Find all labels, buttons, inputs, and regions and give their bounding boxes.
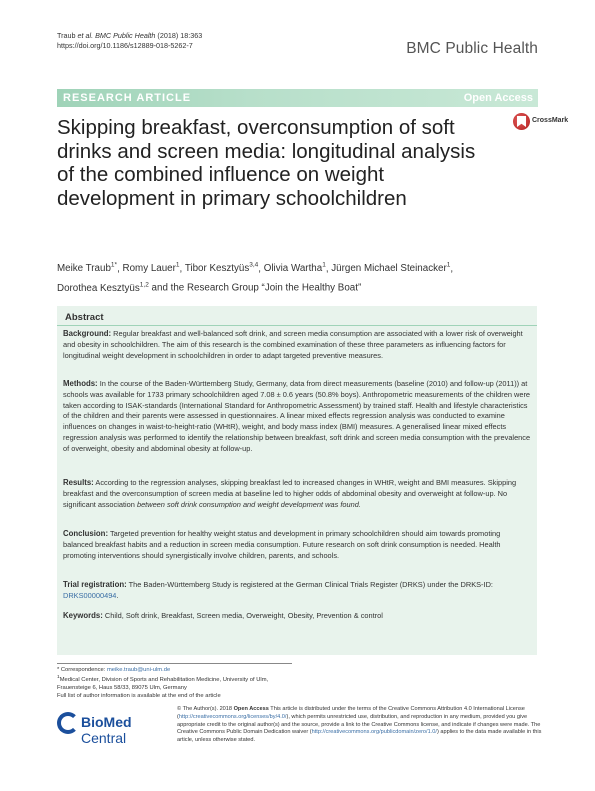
crossmark-label: CrossMark xyxy=(532,117,569,124)
trial-id-link[interactable]: DRKS00000494 xyxy=(63,590,117,600)
abstract-results: Results: According to the regression analyses, skipping breakfast led to increased changes in WHtR, weight and BMI measures. Skipping breakfast and the overconsumption of screen media at baseline led to higher odds of abdominal obesity and overweight at follow-up. No significant association between soft drink consumption and weight development was found. xyxy=(63,478,517,509)
divider xyxy=(57,325,537,326)
open-access-label: Open Access xyxy=(463,92,533,104)
abstract-conclusion: Conclusion: Targeted prevention for healthy weight status and development in primary schoolchildren should aim towards promoting balanced breakfast habits and a reduction in screen media consumption. Future research on soft drink consumption is needed. Health promoting interventions should synergistically involve children, parents, and schools. xyxy=(63,529,501,560)
article-banner xyxy=(57,89,538,107)
divider xyxy=(57,663,292,664)
author[interactable]: Jürgen Michael Steinacker$^1$ xyxy=(331,262,451,275)
author-info-note: Full list of author information is available at the end of the article xyxy=(57,692,221,699)
biomed-central-ring-icon xyxy=(57,712,79,734)
citation-line: Traub et al. BMC Public Health (2018) 18:363 xyxy=(57,31,203,40)
author[interactable]: Tibor Kesztyüs$^{3,4}$ xyxy=(184,262,259,275)
citation xyxy=(57,31,202,51)
license-statement: © The Author(s). 2018 Open Access This article is distributed under the terms of the Creative Commons Attribution 4.0 International License (http://creativecommons.org/licenses/by/4.0/), which permits unrestricted use, distribution, and reproduction in any medium, provided you give appropriate credit to the original author(s) and the source, provide a link to the Creative Commons license, and indicate if changes were made. The Creative Commons Public Domain Dedication waiver (http://creativecommons.org/publicdomain/zero/1.0/) applies to the data made available in this article, unless otherwise stated. xyxy=(177,706,542,744)
author[interactable]: Meike Traub$^{1*}$ xyxy=(57,262,118,275)
abstract-heading: Abstract xyxy=(65,312,104,323)
article-type: RESEARCH ARTICLE xyxy=(63,92,192,104)
correspondence: * Correspondence: meike.traub@uni-ulm.de xyxy=(57,667,171,673)
doi-link[interactable]: https://doi.org/10.1186/s12889-018-5262-7 xyxy=(57,41,193,50)
author[interactable]: Romy Lauer$^1$ xyxy=(122,262,180,275)
footnotes xyxy=(57,666,297,700)
email-link[interactable]: meike.traub@uni-ulm.de xyxy=(106,667,171,673)
research-group: and the Research Group “Join the Healthy Boat” xyxy=(148,282,362,294)
abstract-background: Background: Regular breakfast and well-balanced soft drink, and screen media consumption are associated with a lower risk of overweight and obesity in schoolchildren. The aim of this research is the combined examination of these three parameters as influencing factors for longitudinal weight development in schoolchildren in order to adapt targeted preventive measures. xyxy=(63,329,523,360)
abstract-trial-registration: Trial registration: The Baden-Württemberg Study is registered at the German Clinical Trials Register (DRKS) under the DRKS-ID: DRKS00000494. xyxy=(63,580,493,600)
author[interactable]: Dorothea Kesztyüs$^{1,2}$ xyxy=(57,281,149,294)
author[interactable]: Olivia Wartha$^1$ xyxy=(263,262,326,275)
author-list: Meike Traub$^{1*}$, Romy Lauer$^1$, Tibor Kesztyüs$^{3,4}$, Olivia Wartha$^1$, Jürgen Michael Steinacker$^1$, Dorothea Kesztyüs$^{1,2}$ and the Research Group “Join the Healthy Boat” xyxy=(57,262,454,294)
abstract-methods: Methods: In the course of the Baden-Württemberg Study, Germany, data from direct measurements (baseline (2010) and follow-up (2011)) at schools was available for 1733 primary schoolchildren aged 7.08 ± 0.6 years (50.8% boys). Anthropometric measurements of the children were taken according to ISAK-standards (International Standard for Anthropometric Assessment) by trained staff. Health and lifestyle characteristics of the children and their parents were assessed in questionnaires. A linear mixed effects regression analysis was conducted to examine influences on changes in waist-to-height-ratio (WHtR), weight, and body mass index (BMI) measures. A generalised linear mixed effects regression analysis was performed to identify the relationship between breakfast, soft drink and screen media consumption with the prevalence of overweight, obesity and abdominal obesity at follow-up. xyxy=(63,379,531,453)
crossmark-icon xyxy=(513,113,530,130)
public-domain-link[interactable]: http://creativecommons.org/publicdomain/zero/1.0/ xyxy=(311,729,437,736)
abstract-keywords: Keywords: Child, Soft drink, Breakfast, Screen media, Overweight, Obesity, Prevention & control xyxy=(63,611,383,620)
article-title: Skipping breakfast, overconsumption of soft drinks and screen media: longitudinal analysis of the combined influence on weight development in primary schoolchildren xyxy=(57,116,476,210)
license-link[interactable]: http://creativecommons.org/licenses/by/4.0/ xyxy=(178,713,287,720)
journal-name: BMC Public Health xyxy=(406,40,538,57)
biomed-central-logo: BioMed Central xyxy=(57,712,167,740)
affiliation: $^1$Medical Center, Division of Sports and Rehabilitation Medicine, University of Ulm, Frauensteige 6, Haus 58/33, 89075 Ulm, Germany xyxy=(57,675,269,691)
